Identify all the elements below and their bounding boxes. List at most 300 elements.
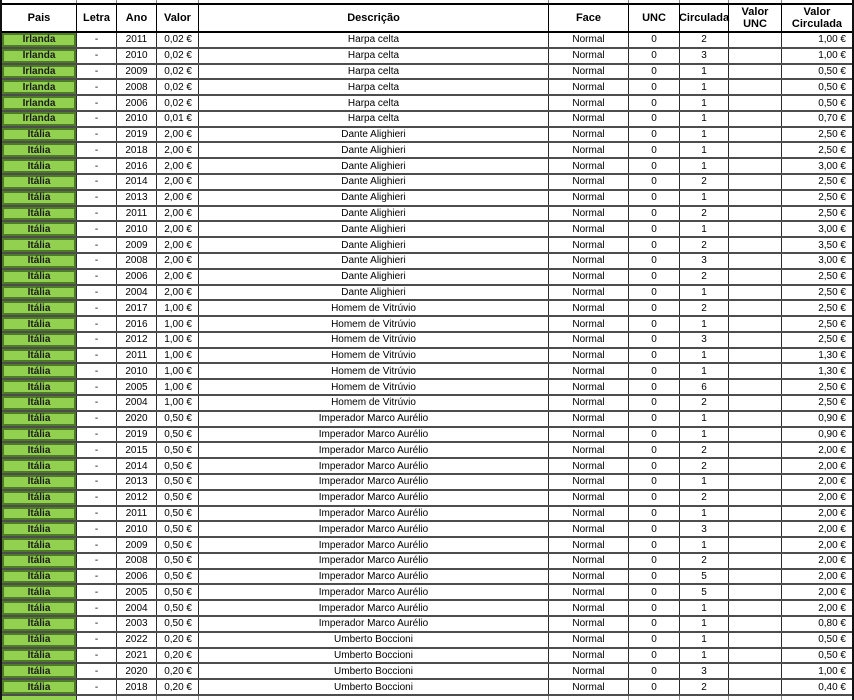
cell-pais[interactable]: Itália (2, 507, 77, 521)
cell-pais[interactable]: Itália (2, 254, 77, 268)
cell-ano[interactable]: 2012 (117, 491, 157, 505)
cell-valor-circulada[interactable]: 2,00 € (818, 492, 846, 504)
cell-valor-unc[interactable] (729, 349, 782, 363)
cell-ano[interactable]: 2006 (117, 270, 157, 284)
cell-unc[interactable]: 0 (629, 522, 680, 536)
cell-letra[interactable]: - (77, 475, 117, 489)
cell-valor-circulada[interactable]: 2,00 € (818, 555, 846, 567)
cell-valor[interactable]: 1,00 € (157, 301, 199, 315)
cell-face[interactable]: Normal (549, 680, 629, 694)
cell-valor[interactable]: 0,20 € (157, 633, 199, 647)
cell-letra[interactable]: - (77, 49, 117, 63)
cell-circulada[interactable]: 1 (680, 112, 729, 126)
cell-letra[interactable]: - (77, 175, 117, 189)
cell-valor[interactable]: 0,20 € (157, 664, 199, 678)
cell-valor[interactable]: 0,20 € (157, 649, 199, 663)
cell-valor-unc[interactable] (729, 143, 782, 157)
cell-unc[interactable]: 0 (629, 412, 680, 426)
cell-valor[interactable]: 1,00 € (157, 317, 199, 331)
cell-ano[interactable]: 2020 (117, 412, 157, 426)
cell-unc[interactable]: 0 (629, 49, 680, 63)
cell-unc[interactable]: 0 (629, 475, 680, 489)
cell-circulada[interactable]: 2 (680, 459, 729, 473)
cell-descricao[interactable]: Imperador Marco Aurélio (199, 522, 549, 536)
cell-ano[interactable]: 2016 (117, 159, 157, 173)
cell-ano[interactable]: 2019 (117, 428, 157, 442)
cell-descricao[interactable]: Homem de Vitrúvio (199, 396, 549, 410)
cell-valor-unc[interactable] (729, 554, 782, 568)
cell-valor[interactable]: 0,50 € (157, 491, 199, 505)
cell-face[interactable]: Normal (549, 522, 629, 536)
cell-pais[interactable]: Itália (2, 475, 77, 489)
cell-descricao[interactable]: Harpa celta (199, 112, 549, 126)
cell-valor-unc[interactable] (729, 238, 782, 252)
cell-pais[interactable]: Itália (2, 554, 77, 568)
cell-ano[interactable]: 2004 (117, 286, 157, 300)
cell-circulada[interactable]: 1 (680, 601, 729, 615)
cell-pais[interactable]: Irlanda (2, 49, 77, 63)
column-header-pais[interactable]: Pais (2, 5, 77, 31)
cell-descricao[interactable]: Harpa celta (199, 65, 549, 79)
cell-face[interactable]: Normal (549, 270, 629, 284)
cell-valor-unc[interactable] (729, 507, 782, 521)
cell-valor[interactable]: 0,02 € (157, 33, 199, 47)
cell-ano[interactable]: 2009 (117, 65, 157, 79)
cell-valor-circulada[interactable]: 0,50 € (818, 634, 846, 646)
cell-pais[interactable]: Itália (2, 412, 77, 426)
cell-unc[interactable]: 0 (629, 222, 680, 236)
cell-letra[interactable]: - (77, 428, 117, 442)
cell-valor[interactable]: 0,50 € (157, 428, 199, 442)
cell-face[interactable]: Normal (549, 617, 629, 631)
cell-valor[interactable]: 2,00 € (157, 254, 199, 268)
cell-circulada[interactable]: 1 (680, 428, 729, 442)
cell-valor[interactable]: 0,50 € (157, 585, 199, 599)
cell-valor-unc[interactable] (729, 65, 782, 79)
cell-ano[interactable]: 2010 (117, 112, 157, 126)
cell-descricao[interactable]: Imperador Marco Aurélio (199, 617, 549, 631)
cell-unc[interactable]: 0 (629, 207, 680, 221)
cell-pais[interactable]: Itália (2, 491, 77, 505)
cell-valor-circulada[interactable]: 2,00 € (818, 523, 846, 535)
cell-face[interactable]: Normal (549, 112, 629, 126)
cell-unc[interactable]: 0 (629, 443, 680, 457)
cell-descricao[interactable]: Harpa celta (199, 33, 549, 47)
cell-ano[interactable]: 2012 (117, 333, 157, 347)
cell-valor-unc[interactable] (729, 522, 782, 536)
cell-ano[interactable]: 2010 (117, 49, 157, 63)
cell-descricao[interactable]: Imperador Marco Aurélio (199, 412, 549, 426)
cell-descricao[interactable]: Umberto Boccioni (199, 633, 549, 647)
cell-face[interactable]: Normal (549, 175, 629, 189)
cell-unc[interactable]: 0 (629, 538, 680, 552)
cell-valor-unc[interactable] (729, 191, 782, 205)
cell-pais[interactable]: Itália (2, 207, 77, 221)
cell-face[interactable]: Normal (549, 159, 629, 173)
cell-valor[interactable]: 0,50 € (157, 554, 199, 568)
cell-valor[interactable]: 1,00 € (157, 333, 199, 347)
cell-letra[interactable]: - (77, 570, 117, 584)
cell-circulada[interactable]: 2 (680, 396, 729, 410)
cell-face[interactable]: Normal (549, 380, 629, 394)
cell-ano[interactable]: 2005 (117, 585, 157, 599)
cell-circulada[interactable]: 1 (680, 412, 729, 426)
cell-valor-unc[interactable] (729, 617, 782, 631)
cell-descricao[interactable]: Homem de Vitrúvio (199, 349, 549, 363)
cell-valor-circulada[interactable]: 1,30 € (818, 365, 846, 377)
cell-descricao[interactable]: Dante Alighieri (199, 159, 549, 173)
cell-ano[interactable]: 2011 (117, 349, 157, 363)
cell-valor-unc[interactable] (729, 96, 782, 110)
cell-unc[interactable]: 0 (629, 128, 680, 142)
cell-ano[interactable]: 2011 (117, 507, 157, 521)
cell-unc[interactable]: 0 (629, 649, 680, 663)
cell-descricao[interactable]: Dante Alighieri (199, 207, 549, 221)
cell-letra[interactable]: - (77, 443, 117, 457)
cell-descricao[interactable]: Imperador Marco Aurélio (199, 443, 549, 457)
cell-ano[interactable]: 2021 (117, 649, 157, 663)
cell-face[interactable]: Normal (549, 428, 629, 442)
cell-unc[interactable]: 0 (629, 680, 680, 694)
cell-face[interactable]: Normal (549, 585, 629, 599)
cell-valor-circulada[interactable]: 0,50 € (818, 97, 846, 109)
cell-unc[interactable]: 0 (629, 664, 680, 678)
cell-valor-circulada[interactable]: 0,50 € (818, 81, 846, 93)
cell-valor[interactable]: 0,50 € (157, 538, 199, 552)
cell-face[interactable]: Normal (549, 96, 629, 110)
cell-descricao[interactable]: Imperador Marco Aurélio (199, 601, 549, 615)
cell-ano[interactable]: 2020 (117, 664, 157, 678)
cell-pais[interactable]: Itália (2, 380, 77, 394)
cell-pais[interactable]: Itália (2, 396, 77, 410)
cell-descricao[interactable]: Harpa celta (199, 80, 549, 94)
cell-circulada[interactable]: 1 (680, 617, 729, 631)
cell-pais[interactable]: Itália (2, 633, 77, 647)
cell-valor-circulada[interactable]: 0,70 € (818, 113, 846, 125)
cell-valor-circulada[interactable]: 2,50 € (818, 208, 846, 220)
cell-circulada[interactable]: 1 (680, 222, 729, 236)
cell-valor[interactable]: 0,50 € (157, 601, 199, 615)
cell-letra[interactable]: - (77, 664, 117, 678)
cell-descricao[interactable]: Dante Alighieri (199, 175, 549, 189)
cell-ano[interactable]: 2005 (117, 380, 157, 394)
cell-circulada[interactable]: 3 (680, 522, 729, 536)
cell-descricao[interactable]: Imperador Marco Aurélio (199, 475, 549, 489)
cell-valor-unc[interactable] (729, 364, 782, 378)
cell-descricao[interactable]: Imperador Marco Aurélio (199, 585, 549, 599)
cell-circulada[interactable]: 1 (680, 649, 729, 663)
cell-valor-circulada[interactable]: 2,50 € (818, 397, 846, 409)
cell-valor-circulada[interactable]: 3,00 € (818, 160, 846, 172)
cell-descricao[interactable]: Umberto Boccioni (199, 680, 549, 694)
cell-pais[interactable]: Itália (2, 159, 77, 173)
cell-valor[interactable]: 2,00 € (157, 222, 199, 236)
cell-valor-circulada[interactable]: 3,50 € (818, 239, 846, 251)
cell-valor-unc[interactable] (729, 585, 782, 599)
cell-valor[interactable]: 0,50 € (157, 617, 199, 631)
cell-valor[interactable]: 1,00 € (157, 349, 199, 363)
cell-circulada[interactable]: 1 (680, 96, 729, 110)
cell-valor-unc[interactable] (729, 207, 782, 221)
cell-letra[interactable]: - (77, 80, 117, 94)
cell-circulada[interactable]: 2 (680, 491, 729, 505)
cell-face[interactable]: Normal (549, 301, 629, 315)
cell-ano[interactable]: 2011 (117, 33, 157, 47)
cell-valor-circulada[interactable]: 0,50 € (818, 65, 846, 77)
cell-face[interactable]: Normal (549, 65, 629, 79)
column-header-circulada[interactable]: Circulada (680, 5, 729, 31)
cell-face[interactable]: Normal (549, 649, 629, 663)
cell-descricao[interactable]: Dante Alighieri (199, 128, 549, 142)
cell-circulada[interactable]: 1 (680, 475, 729, 489)
cell-valor-circulada[interactable]: 2,50 € (818, 302, 846, 314)
cell-valor[interactable]: 0,02 € (157, 80, 199, 94)
column-header-valor-unc[interactable]: Valor UNC (729, 5, 782, 31)
cell-unc[interactable]: 0 (629, 617, 680, 631)
cell-pais[interactable]: Itália (2, 191, 77, 205)
cell-pais[interactable]: Irlanda (2, 65, 77, 79)
cell-descricao[interactable]: Imperador Marco Aurélio (199, 459, 549, 473)
cell-valor[interactable]: 0,02 € (157, 49, 199, 63)
cell-circulada[interactable]: 3 (680, 333, 729, 347)
cell-valor-unc[interactable] (729, 270, 782, 284)
cell-letra[interactable]: - (77, 491, 117, 505)
cell-ano[interactable]: 2013 (117, 475, 157, 489)
cell-pais[interactable]: Irlanda (2, 33, 77, 47)
cell-descricao[interactable]: Homem de Vitrúvio (199, 380, 549, 394)
cell-valor-circulada[interactable]: 2,00 € (818, 586, 846, 598)
cell-letra[interactable]: - (77, 601, 117, 615)
cell-valor-unc[interactable] (729, 286, 782, 300)
cell-valor-circulada[interactable]: 0,40 € (818, 681, 846, 693)
cell-valor-unc[interactable] (729, 649, 782, 663)
cell-face[interactable]: Normal (549, 570, 629, 584)
cell-valor[interactable]: 2,00 € (157, 207, 199, 221)
cell-descricao[interactable]: Harpa celta (199, 96, 549, 110)
cell-letra[interactable]: - (77, 112, 117, 126)
cell-descricao[interactable]: Dante Alighieri (199, 254, 549, 268)
cell-valor[interactable]: 2,00 € (157, 270, 199, 284)
cell-ano[interactable]: 2016 (117, 317, 157, 331)
cell-valor-circulada[interactable]: 2,50 € (818, 192, 846, 204)
cell-letra[interactable]: - (77, 412, 117, 426)
cell-pais[interactable]: Itália (2, 333, 77, 347)
cell-valor[interactable]: 0,20 € (157, 680, 199, 694)
column-header-valor[interactable]: Valor (157, 5, 199, 31)
cell-face[interactable]: Normal (549, 349, 629, 363)
cell-descricao[interactable]: Imperador Marco Aurélio (199, 554, 549, 568)
cell-valor[interactable]: 2,00 € (157, 286, 199, 300)
cell-valor[interactable]: 0,50 € (157, 443, 199, 457)
cell-valor-circulada[interactable]: 2,50 € (818, 129, 846, 141)
cell-valor[interactable]: 0,50 € (157, 570, 199, 584)
cell-letra[interactable]: - (77, 65, 117, 79)
cell-circulada[interactable]: 2 (680, 554, 729, 568)
cell-letra[interactable]: - (77, 459, 117, 473)
cell-ano[interactable]: 2003 (117, 617, 157, 631)
cell-circulada[interactable]: 3 (680, 49, 729, 63)
column-header-face[interactable]: Face (549, 5, 629, 31)
cell-pais[interactable]: Itália (2, 570, 77, 584)
cell-valor-circulada[interactable]: 2,50 € (818, 144, 846, 156)
cell-unc[interactable]: 0 (629, 428, 680, 442)
cell-descricao[interactable]: Umberto Boccioni (199, 649, 549, 663)
cell-valor-circulada[interactable]: 2,50 € (818, 318, 846, 330)
cell-valor[interactable]: 2,00 € (157, 175, 199, 189)
cell-pais[interactable]: Itália (2, 617, 77, 631)
cell-valor[interactable]: 2,00 € (157, 128, 199, 142)
cell-face[interactable]: Normal (549, 507, 629, 521)
cell-face[interactable]: Normal (549, 491, 629, 505)
cell-valor-unc[interactable] (729, 333, 782, 347)
cell-face[interactable]: Normal (549, 33, 629, 47)
cell-letra[interactable]: - (77, 364, 117, 378)
cell-valor-circulada[interactable]: 3,00 € (818, 223, 846, 235)
cell-valor-unc[interactable] (729, 396, 782, 410)
cell-ano[interactable]: 2019 (117, 128, 157, 142)
cell-face[interactable]: Normal (549, 80, 629, 94)
cell-valor-circulada[interactable]: 2,00 € (818, 476, 846, 488)
column-header-descricao[interactable]: Descrição (199, 5, 549, 31)
cell-letra[interactable]: - (77, 538, 117, 552)
cell-unc[interactable]: 0 (629, 349, 680, 363)
cell-letra[interactable]: - (77, 649, 117, 663)
cell-unc[interactable]: 0 (629, 585, 680, 599)
cell-face[interactable]: Normal (549, 459, 629, 473)
cell-valor[interactable]: 2,00 € (157, 159, 199, 173)
cell-ano[interactable]: 2008 (117, 554, 157, 568)
cell-unc[interactable]: 0 (629, 396, 680, 410)
cell-ano[interactable]: 2015 (117, 443, 157, 457)
cell-ano[interactable]: 2022 (117, 633, 157, 647)
column-header-letra[interactable]: Letra (77, 5, 117, 31)
cell-descricao[interactable]: Imperador Marco Aurélio (199, 507, 549, 521)
cell-face[interactable]: Normal (549, 396, 629, 410)
cell-valor-circulada[interactable]: 0,50 € (818, 650, 846, 662)
cell-letra[interactable]: - (77, 554, 117, 568)
cell-unc[interactable]: 0 (629, 254, 680, 268)
cell-valor-circulada[interactable]: 2,50 € (818, 271, 846, 283)
cell-face[interactable]: Normal (549, 222, 629, 236)
cell-valor[interactable]: 0,02 € (157, 96, 199, 110)
cell-circulada[interactable]: 1 (680, 507, 729, 521)
cell-circulada[interactable]: 1 (680, 364, 729, 378)
cell-valor[interactable]: 0,01 € (157, 112, 199, 126)
cell-valor-circulada[interactable]: 2,50 € (818, 381, 846, 393)
cell-face[interactable]: Normal (549, 443, 629, 457)
cell-ano[interactable]: 2014 (117, 175, 157, 189)
cell-valor[interactable]: 1,00 € (157, 364, 199, 378)
cell-valor-unc[interactable] (729, 128, 782, 142)
cell-ano[interactable]: 2014 (117, 459, 157, 473)
cell-ano[interactable]: 2018 (117, 680, 157, 694)
cell-unc[interactable]: 0 (629, 238, 680, 252)
cell-letra[interactable]: - (77, 191, 117, 205)
cell-valor[interactable]: 0,02 € (157, 65, 199, 79)
cell-ano[interactable]: 2008 (117, 254, 157, 268)
cell-valor-circulada[interactable]: 2,00 € (818, 507, 846, 519)
cell-letra[interactable]: - (77, 207, 117, 221)
cell-pais[interactable]: Irlanda (2, 112, 77, 126)
cell-unc[interactable]: 0 (629, 191, 680, 205)
cell-valor-unc[interactable] (729, 33, 782, 47)
cell-descricao[interactable]: Umberto Boccioni (199, 664, 549, 678)
cell-valor-unc[interactable] (729, 459, 782, 473)
cell-valor-unc[interactable] (729, 412, 782, 426)
cell-valor[interactable]: 2,00 € (157, 238, 199, 252)
cell-valor[interactable]: 2,00 € (157, 191, 199, 205)
cell-unc[interactable]: 0 (629, 270, 680, 284)
cell-face[interactable]: Normal (549, 254, 629, 268)
cell-descricao[interactable]: Dante Alighieri (199, 143, 549, 157)
cell-valor-unc[interactable] (729, 633, 782, 647)
cell-face[interactable]: Normal (549, 554, 629, 568)
cell-circulada[interactable]: 1 (680, 633, 729, 647)
cell-valor-unc[interactable] (729, 254, 782, 268)
cell-valor[interactable]: 0,50 € (157, 507, 199, 521)
cell-valor-unc[interactable] (729, 680, 782, 694)
cell-valor-circulada[interactable]: 1,30 € (818, 350, 846, 362)
cell-circulada[interactable]: 1 (680, 143, 729, 157)
cell-circulada[interactable]: 2 (680, 301, 729, 315)
cell-valor[interactable]: 2,00 € (157, 143, 199, 157)
cell-pais[interactable]: Itália (2, 459, 77, 473)
cell-circulada[interactable]: 5 (680, 570, 729, 584)
cell-valor-unc[interactable] (729, 538, 782, 552)
cell-pais[interactable]: Itália (2, 585, 77, 599)
cell-letra[interactable]: - (77, 396, 117, 410)
cell-valor-unc[interactable] (729, 475, 782, 489)
cell-ano[interactable]: 2006 (117, 570, 157, 584)
cell-ano[interactable]: 2011 (117, 207, 157, 221)
cell-circulada[interactable]: 3 (680, 254, 729, 268)
cell-ano[interactable]: 2017 (117, 301, 157, 315)
cell-descricao[interactable]: Imperador Marco Aurélio (199, 538, 549, 552)
cell-pais[interactable]: Itália (2, 175, 77, 189)
cell-valor[interactable]: 0,50 € (157, 522, 199, 536)
cell-letra[interactable]: - (77, 522, 117, 536)
cell-circulada[interactable]: 1 (680, 191, 729, 205)
cell-letra[interactable]: - (77, 238, 117, 252)
cell-unc[interactable]: 0 (629, 459, 680, 473)
cell-face[interactable]: Normal (549, 364, 629, 378)
cell-descricao[interactable]: Homem de Vitrúvio (199, 317, 549, 331)
cell-pais[interactable]: Irlanda (2, 80, 77, 94)
cell-letra[interactable]: - (77, 33, 117, 47)
cell-unc[interactable]: 0 (629, 491, 680, 505)
cell-pais[interactable]: Itália (2, 238, 77, 252)
cell-face[interactable]: Normal (549, 412, 629, 426)
cell-descricao[interactable]: Homem de Vitrúvio (199, 301, 549, 315)
cell-pais[interactable]: Itália (2, 286, 77, 300)
cell-descricao[interactable]: Harpa celta (199, 49, 549, 63)
cell-pais[interactable]: Itália (2, 680, 77, 694)
cell-valor-unc[interactable] (729, 443, 782, 457)
cell-descricao[interactable]: Homem de Vitrúvio (199, 333, 549, 347)
cell-circulada[interactable]: 2 (680, 175, 729, 189)
cell-pais[interactable]: Itália (2, 143, 77, 157)
cell-valor-circulada[interactable]: 2,00 € (818, 444, 846, 456)
cell-ano[interactable]: 2004 (117, 396, 157, 410)
cell-letra[interactable]: - (77, 270, 117, 284)
cell-face[interactable]: Normal (549, 49, 629, 63)
cell-pais[interactable]: Itália (2, 317, 77, 331)
cell-descricao[interactable]: Dante Alighieri (199, 238, 549, 252)
cell-letra[interactable]: - (77, 143, 117, 157)
cell-unc[interactable]: 0 (629, 364, 680, 378)
cell-circulada[interactable]: 2 (680, 207, 729, 221)
cell-unc[interactable]: 0 (629, 601, 680, 615)
